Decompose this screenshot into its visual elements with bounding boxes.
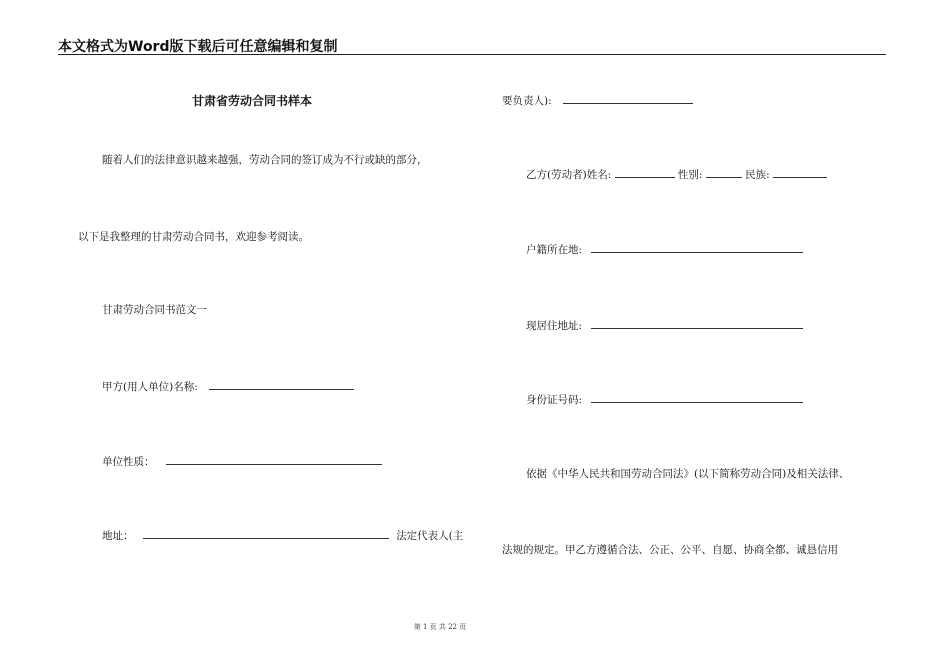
party-b-name-blank[interactable] <box>615 167 675 178</box>
party-b-name-label: 乙方(劳动者)姓名: <box>526 169 612 181</box>
id-row <box>526 392 803 407</box>
header-divider <box>58 54 886 55</box>
party-b-row <box>526 167 827 182</box>
intro-line-2: 以下是我整理的甘肃劳动合同书，欢迎参考阅读。 <box>78 231 309 243</box>
responsible-row <box>502 93 693 108</box>
residence-label: 现居住地址: <box>526 320 583 332</box>
intro-line-1: 随着人们的法律意识越来越强，劳动合同的签订成为不行或缺的部分， <box>102 154 428 166</box>
page-number: 第 1 页 共 22 页 <box>413 623 467 631</box>
residence-row <box>526 318 803 333</box>
basis-line-1: 依据《中华人民共和国劳动合同法》(以下简称劳动合同)及相关法律、 <box>526 468 850 480</box>
page-header-title: 本文格式为Word版下载后可任意编辑和复制 <box>58 39 338 55</box>
address-row <box>102 528 463 543</box>
party-a-row <box>102 379 354 394</box>
party-a-blank[interactable] <box>209 379 354 390</box>
basis-line-2: 法规的规定。甲乙方遵循合法、公正、公平、自愿、协商全都、诚恳信用 <box>502 544 838 556</box>
gender-label: 性别: <box>677 169 703 181</box>
address-label: 地址： <box>102 530 134 542</box>
ethnic-blank[interactable] <box>773 167 827 178</box>
household-blank[interactable] <box>591 242 803 253</box>
residence-blank[interactable] <box>591 318 803 329</box>
nature-label: 单位性质： <box>102 456 155 468</box>
document-title: 甘肃省劳动合同书样本 <box>192 94 313 108</box>
ethnic-label: 民族: <box>745 169 770 181</box>
nature-row <box>102 454 382 469</box>
household-label: 户籍所在地: <box>526 244 583 256</box>
legal-rep-label: 法定代表人(主 <box>396 530 464 542</box>
responsible-blank[interactable] <box>563 93 693 104</box>
nature-blank[interactable] <box>166 454 382 465</box>
address-blank[interactable] <box>143 528 389 539</box>
id-label: 身份证号码: <box>526 394 583 406</box>
sample-heading: 甘肃劳动合同书范文一 <box>102 304 207 316</box>
responsible-label: 要负责人): <box>502 95 552 107</box>
household-row <box>526 242 803 257</box>
gender-blank[interactable] <box>706 167 742 178</box>
id-blank[interactable] <box>591 392 803 403</box>
party-a-label: 甲方(用人单位)名称: <box>102 381 198 393</box>
